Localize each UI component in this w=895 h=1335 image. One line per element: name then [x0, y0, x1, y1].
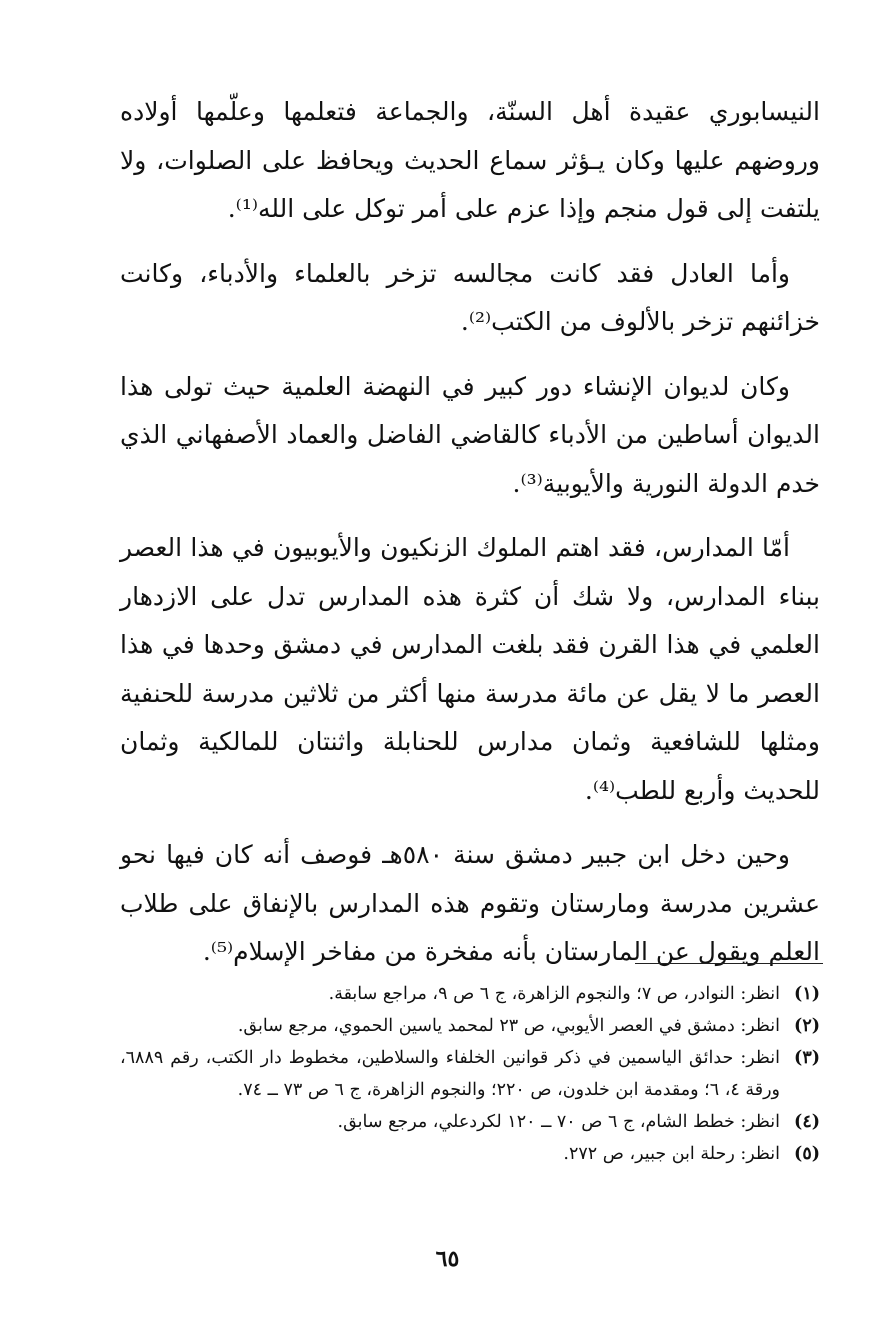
footnote-item	[120, 1106, 820, 1138]
footnote-text: انظر: حدائق الياسمين في ذكر قوانين الخلفاء والسلاطين، مخطوط دار الكتب، رقم ٦٨٨٩، ورقة ٤، ٦؛ ومقدمة ابن خلدون، ص ٢٢٠؛ والنجوم الزاهرة، ج ٦ ص ٧٣ ــ ٧٤.	[120, 1048, 780, 1100]
paragraph-1: النيسابوري عقيدة أهل السنّة، والجماعة فتعلمها وعلّمها أولاده وروضهم عليها وكان يـؤثر سماع الحديث ويحافظ على الصلوات، ولا يلتفت إلى قول منجم وإذا عزم على أمر توكل على الله⁽¹⁾.	[120, 97, 820, 223]
footnote-number: (٣)	[794, 1048, 820, 1068]
footnote-item	[120, 1010, 820, 1042]
footnote-number: (١)	[794, 984, 820, 1004]
footnote-item	[120, 1138, 820, 1170]
paragraph-3: وكان لديوان الإنشاء دور كبير في النهضة العلمية حيث تولى هذا الديوان أساطين من الأدباء كالقاضي الفاضل والعماد الأصفهاني الذي خدم الدولة النورية والأيوبية⁽³⁾.	[120, 371, 820, 498]
paragraph-2: وأما العادل فقد كانت مجالسه تزخر بالعلماء والأدباء، وكانت خزائنهم تزخر بالألوف من الكتب⁽²⁾.	[120, 258, 820, 336]
footnote-item	[120, 1042, 820, 1106]
page-body	[120, 88, 820, 993]
footnote-number: (٢)	[794, 1016, 820, 1036]
paragraph-5: وحين دخل ابن جبير دمشق سنة ٥٨٠هـ فوصف أنه كان فيها نحو عشرين مدرسة ومارستان وتقوم هذه المدارس بالإنفاق على طلاب العلم ويقول عن المارستان بأنه مفخرة من مفاخر الإسلام⁽⁵⁾.	[120, 840, 820, 966]
paragraph-4: أمّا المدارس، فقد اهتم الملوك الزنكيون والأيوبيون في هذا العصر ببناء المدارس، ولا شك أن كثرة هذه المدارس تدل على الازدهار العلمي في هذا القرن فقد بلغت المدارس في دمشق وحدها في هذا العصر ما لا يقل عن مائة مدرسة منها أكثر من ثلاثين مدرسة للحنفية ومثلها للشافعية وثمان مدارس للحنابلة واثنتان للمالكية وثمان للحديث وأربع للطب⁽⁴⁾.	[120, 533, 820, 805]
footnote-text: انظر: خطط الشام، ج ٦ ص ٧٠ ــ ١٢٠ لكردعلي، مرجع سابق.	[337, 1112, 780, 1132]
footnote-number: (٥)	[794, 1144, 820, 1164]
page-number: ٦٥	[435, 1246, 460, 1272]
footnote-item	[120, 978, 820, 1010]
footnote-separator	[635, 963, 823, 964]
footnote-text: انظر: رحلة ابن جبير، ص ٢٧٢.	[563, 1144, 780, 1164]
footnote-number: (٤)	[794, 1112, 820, 1132]
footnote-text: انظر: النوادر، ص ٧؛ والنجوم الزاهرة، ج ٦ ص ٩، مراجع سابقة.	[328, 984, 780, 1004]
footnotes	[120, 978, 820, 1170]
footnote-text: انظر: دمشق في العصر الأيوبي، ص ٢٣ لمحمد ياسين الحموي، مرجع سابق.	[237, 1016, 780, 1036]
